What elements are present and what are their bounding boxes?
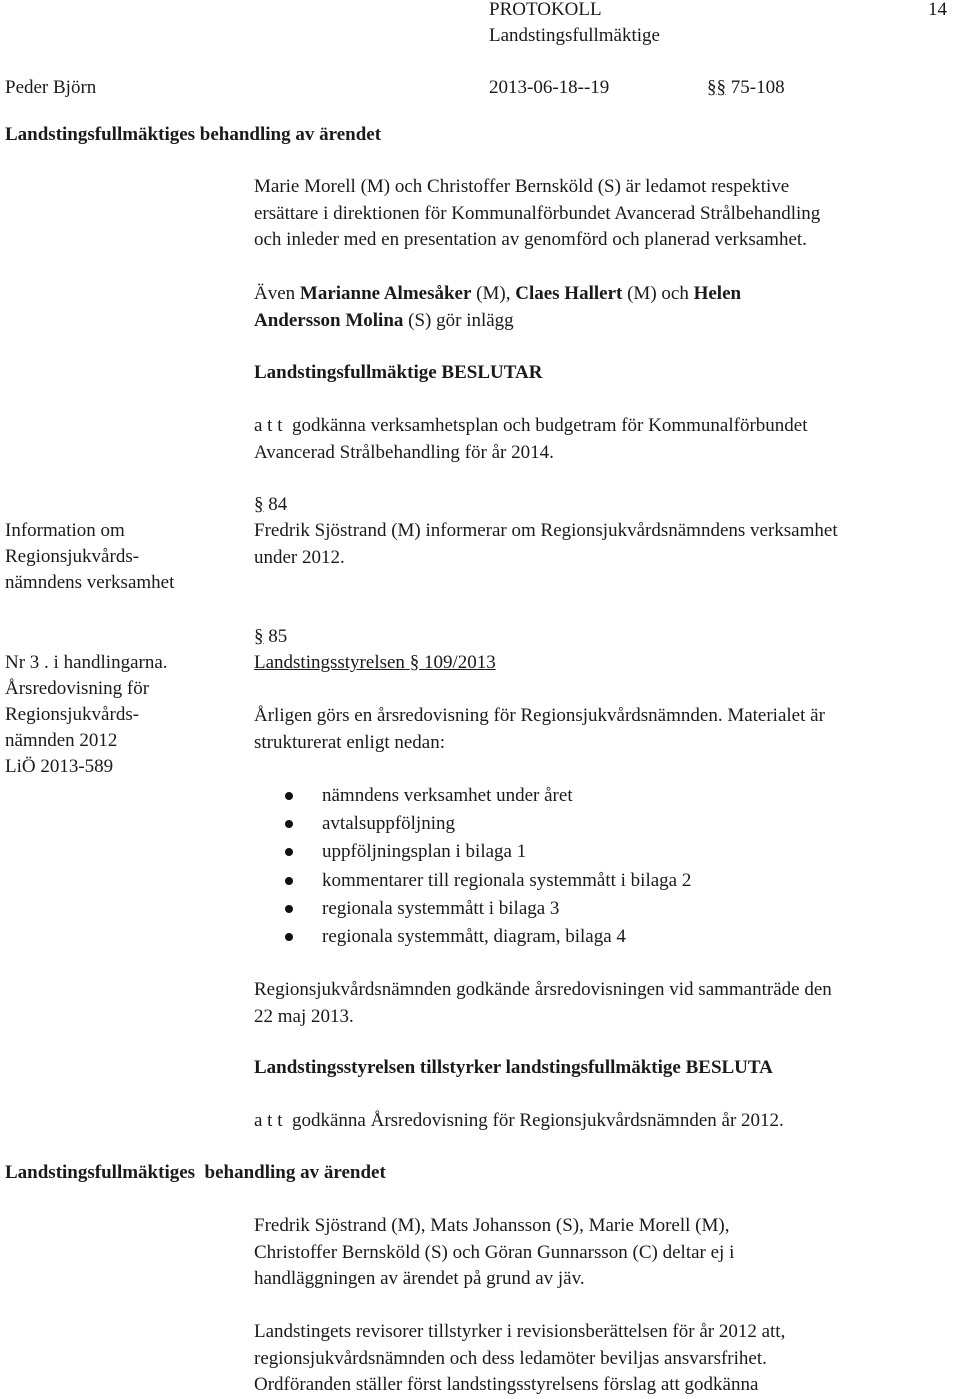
author: Peder Björn: [5, 77, 97, 98]
paragraph-line: Landstingets revisorer tillstyrker i revisionsberättelsen för år 2012 att,: [254, 1321, 786, 1342]
decision-text: [254, 413, 808, 466]
section-number: [254, 624, 287, 650]
paragraph-line: 22 maj 2013.: [254, 1005, 354, 1027]
list-item: nämndens verksamhet under året: [254, 782, 691, 810]
paragraph: [254, 1213, 734, 1293]
side-title-line: Regionsjukvårds-: [5, 546, 140, 567]
text-run: (M),: [471, 283, 516, 304]
speaker-name: Marianne Almesåker: [299, 283, 472, 304]
section-number: [254, 492, 287, 518]
bullet-list: [254, 782, 691, 951]
paragraph-line: Årligen görs en årsredovisning för Regionsjukvårdsnämnden. Materialet är: [254, 705, 825, 726]
paragraph-line: Fredrik Sjöstrand (M) informerar om Regionsjukvårdsnämndens verksamhet: [254, 520, 838, 541]
paragraph: [254, 1319, 785, 1399]
paragraph-line: Christoffer Bernsköld (S) och Göran Gunnarsson (C) deltar ej i: [254, 1241, 735, 1263]
paragraph: [254, 977, 832, 1030]
paragraph-line: Regionsjukvårdsnämnden godkände årsredovisningen vid sammanträde den: [254, 979, 832, 1000]
section-symbol: §: [254, 626, 264, 647]
side-title-line: nämnden 2012: [5, 730, 118, 751]
list-item: avtalsuppföljning: [254, 810, 691, 838]
paragraph-line: a t t godkänna verksamhetsplan och budgetram för Kommunalförbundet: [254, 415, 808, 436]
paragraph-line: handläggningen av ärendet på grund av jäv.: [254, 1268, 585, 1289]
reference-name: Landstingsstyrelsen: [254, 652, 405, 673]
section-range: [707, 75, 785, 101]
side-title-line: Regionsjukvårds-: [5, 704, 140, 725]
paragraph-line: och inleder med en presentation av genomförd och planerad verksamhet.: [254, 229, 807, 250]
reference-symbol: §: [409, 652, 420, 673]
side-title-line: LiÖ 2013-589: [5, 756, 114, 777]
section-range-value: 75-108: [730, 77, 785, 98]
section-heading: Landstingsfullmäktiges behandling av ärendet: [5, 1162, 386, 1183]
paragraph: [254, 174, 820, 254]
text-run: (S) gör inlägg: [403, 309, 514, 331]
speaker-name: Helen: [693, 283, 742, 304]
organization: Landstingsfullmäktige: [489, 25, 660, 46]
list-item: regionala systemmått, diagram, bilaga 4: [254, 923, 691, 951]
side-title: [5, 518, 174, 596]
side-title-line: Nr 3 . i handlingarna.: [5, 652, 168, 673]
list-item: kommentarer till regionala systemmått i bilaga 2: [254, 867, 691, 895]
section-number-value: 84: [268, 494, 288, 515]
decision-heading: Landstingsfullmäktige BESLUTAR: [254, 362, 543, 383]
side-title: [5, 650, 168, 780]
paragraph-line: ersättare i direktionen för Kommunalförbundet Avancerad Strålbehandling: [254, 202, 821, 224]
paragraph-line: under 2012.: [254, 546, 345, 568]
recommendation-heading: Landstingsstyrelsen tillstyrker landstingsfullmäktige BESLUTA: [254, 1057, 773, 1078]
list-item: uppföljningsplan i bilaga 1: [254, 838, 691, 866]
reference: [254, 650, 496, 676]
recommendation-text: a t t godkänna Årsredovisning för Regionsjukvårdsnämnden år 2012.: [254, 1110, 784, 1131]
side-title-line: nämndens verksamhet: [5, 572, 175, 593]
paragraph-line: Ordföranden ställer först landstingsstyrelsens förslag att godkänna: [254, 1374, 759, 1395]
meeting-date: 2013-06-18--19: [489, 77, 610, 98]
section-heading: Landstingsfullmäktiges behandling av ärendet: [5, 124, 382, 145]
section-number-value: 85: [268, 626, 288, 647]
side-title-line: Årsredovisning för: [5, 678, 150, 699]
document-type: PROTOKOLL: [489, 0, 602, 20]
paragraph-line: Marie Morell (M) och Christoffer Bernsköld (S) är ledamot respektive: [254, 176, 790, 197]
speaker-name: Andersson Molina: [254, 309, 404, 331]
section-symbol: §: [254, 494, 264, 515]
reference-number: 109/2013: [423, 652, 496, 673]
paragraph: [254, 703, 825, 756]
speaker-name: Claes Hallert: [515, 283, 623, 304]
text-run: (M) och: [622, 283, 694, 304]
speakers-paragraph: [254, 281, 741, 334]
list-item: regionala systemmått i bilaga 3: [254, 895, 691, 923]
page-number: 14: [928, 0, 947, 20]
paragraph-line: Fredrik Sjöstrand (M), Mats Johansson (S), Marie Morell (M),: [254, 1215, 730, 1236]
text-run: Även: [254, 283, 300, 304]
paragraph: [254, 518, 838, 571]
paragraph-line: regionsjukvårdsnämnden och dess ledamöter beviljas ansvarsfrihet.: [254, 1347, 767, 1369]
paragraph-line: strukturerat enligt nedan:: [254, 731, 445, 753]
section-symbol: §§: [707, 77, 726, 98]
paragraph-line: Avancerad Strålbehandling för år 2014.: [254, 441, 554, 463]
side-title-line: Information om: [5, 520, 125, 541]
